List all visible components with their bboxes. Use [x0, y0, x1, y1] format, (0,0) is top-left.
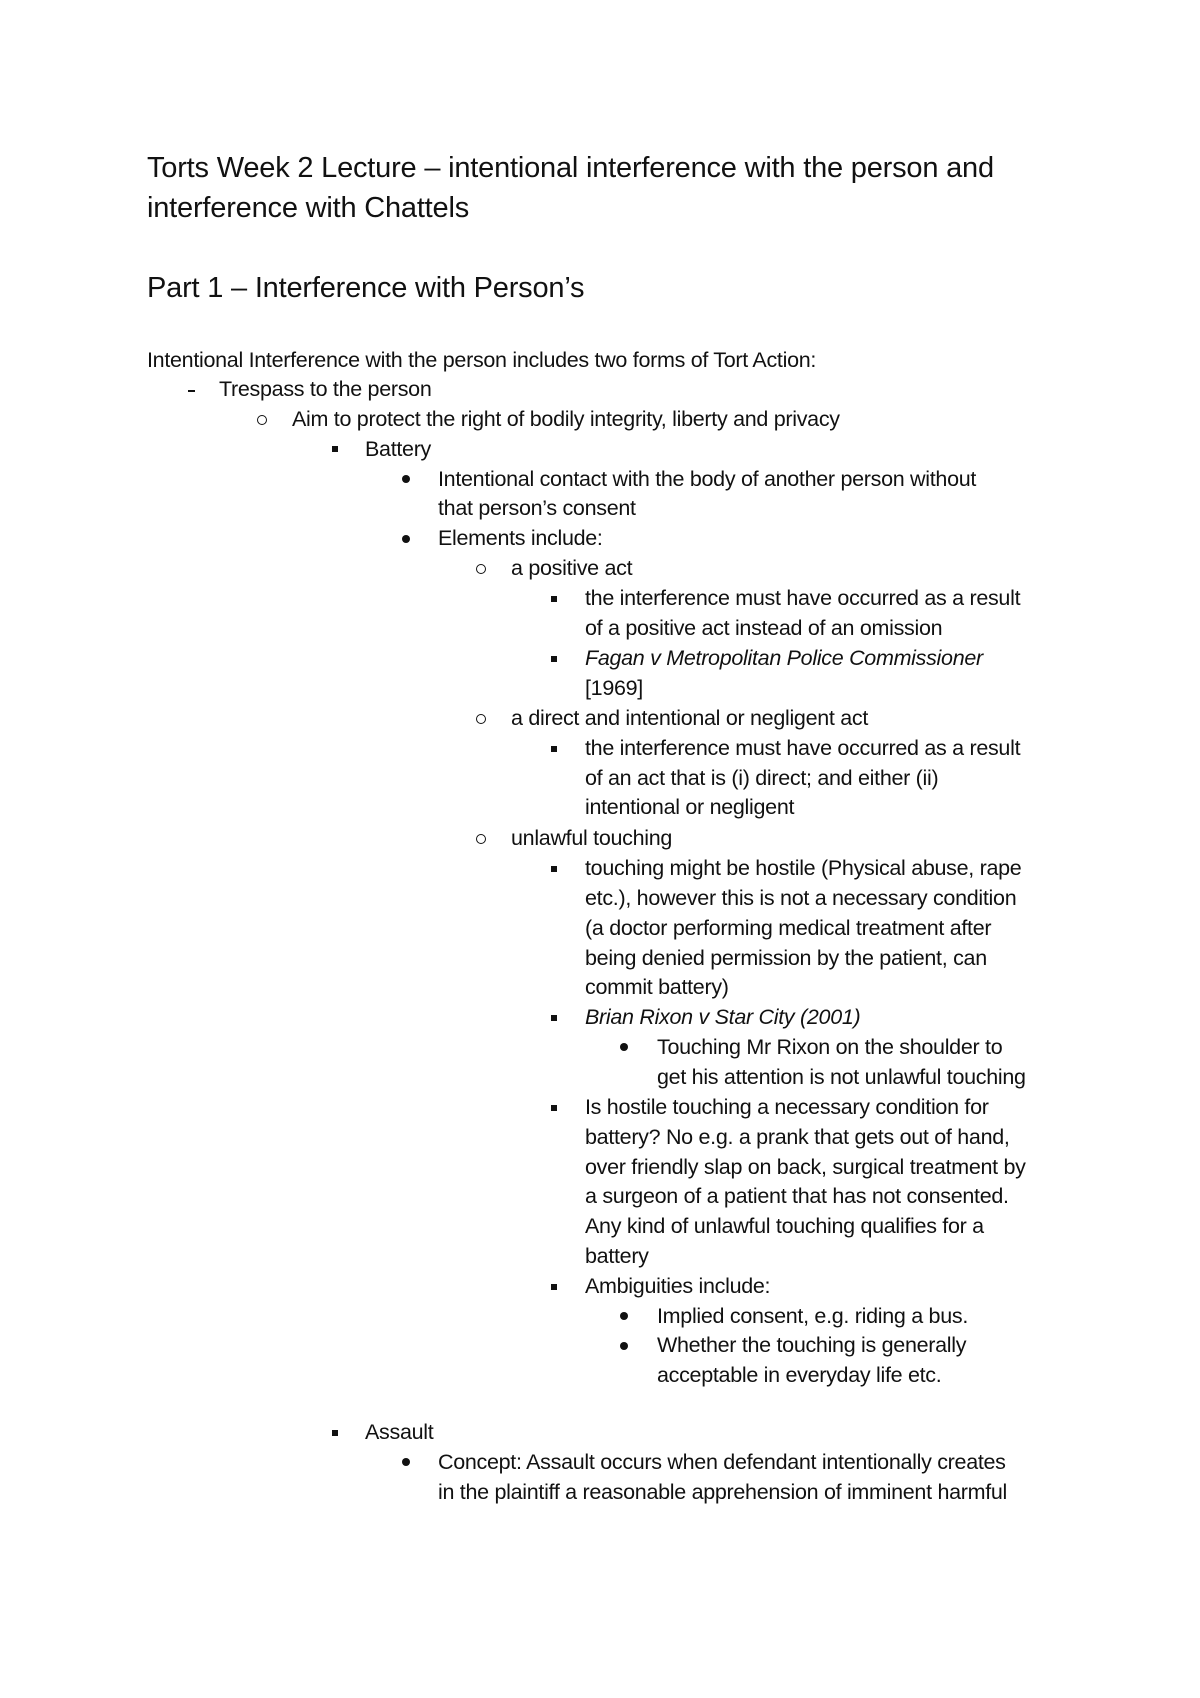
list-item-continuation: commit battery) [585, 975, 729, 999]
list-item: Battery [365, 437, 432, 461]
list-item-continuation: Any kind of unlawful touching qualifies for a [585, 1214, 984, 1238]
list-item: Touching Mr Rixon on the shoulder to [657, 1035, 1003, 1059]
list-item-continuation: of an act that is (i) direct; and either (ii) [585, 766, 939, 790]
list-item: Elements include: [438, 526, 603, 550]
case-citation: Brian Rixon v Star City (2001) [585, 1005, 861, 1029]
list-item-continuation: intentional or negligent [585, 795, 795, 819]
list-item-continuation: in the plaintiff a reasonable apprehension of imminent harmful [438, 1480, 1008, 1504]
square-bullet [551, 1105, 557, 1111]
list-item: the interference must have occurred as a result [585, 586, 1021, 610]
circle-bullet [476, 564, 486, 574]
list-item-continuation: battery? No e.g. a prank that gets out of hand, [585, 1125, 1010, 1149]
intro-line: Intentional Interference with the person includes two forms of Tort Action: [147, 348, 817, 372]
list-item-continuation: acceptable in everyday life etc. [657, 1363, 942, 1387]
part-heading: Part 1 – Interference with Person’s [147, 272, 585, 304]
circle-bullet [257, 415, 267, 425]
list-item: a direct and intentional or negligent act [511, 706, 869, 730]
dot-bullet [620, 1043, 628, 1051]
dot-bullet [620, 1342, 628, 1350]
dot-bullet [620, 1312, 628, 1320]
circle-bullet [476, 714, 486, 724]
square-bullet [551, 1284, 557, 1290]
list-item-continuation: [1969] [585, 676, 643, 700]
dash-bullet [188, 390, 195, 392]
dot-bullet [402, 475, 410, 483]
dot-bullet [402, 535, 410, 543]
dot-bullet [402, 1458, 410, 1466]
square-bullet [332, 446, 338, 452]
document-title: Torts Week 2 Lecture – intentional interference with the person and interference with Chattels [147, 152, 994, 224]
case-citation: Fagan v Metropolitan Police Commissioner [585, 646, 983, 670]
list-item-continuation: get his attention is not unlawful touching [657, 1065, 1026, 1089]
list-item-continuation: that person’s consent [438, 496, 636, 520]
list-item-continuation: over friendly slap on back, surgical treatment by [585, 1155, 1026, 1179]
square-bullet [551, 866, 557, 872]
list-item: Is hostile touching a necessary condition for [585, 1095, 989, 1119]
circle-bullet [476, 834, 486, 844]
list-item: Implied consent, e.g. riding a bus. [657, 1304, 968, 1328]
list-item: Trespass to the person [219, 377, 432, 401]
list-item: Concept: Assault occurs when defendant intentionally creates [438, 1450, 1006, 1474]
list-item-continuation: battery [585, 1244, 649, 1268]
list-item-continuation: etc.), however this is not a necessary condition [585, 886, 1017, 910]
list-item: touching might be hostile (Physical abuse, rape [585, 856, 1022, 880]
square-bullet [332, 1430, 338, 1436]
list-item: a positive act [511, 556, 633, 580]
list-item: the interference must have occurred as a result [585, 736, 1021, 760]
list-item-continuation: being denied permission by the patient, can [585, 946, 987, 970]
list-item-continuation: of a positive act instead of an omission [585, 616, 943, 640]
list-item: Aim to protect the right of bodily integrity, liberty and privacy [292, 407, 840, 431]
square-bullet [551, 746, 557, 752]
list-item-continuation: a surgeon of a patient that has not consented. [585, 1184, 1009, 1208]
square-bullet [551, 1015, 557, 1021]
list-item: Ambiguities include: [585, 1274, 771, 1298]
square-bullet [551, 656, 557, 662]
square-bullet [551, 596, 557, 602]
list-item: Intentional contact with the body of another person without [438, 467, 977, 491]
list-item: unlawful touching [511, 826, 673, 850]
list-item: Assault [365, 1420, 434, 1444]
list-item-continuation: (a doctor performing medical treatment after [585, 916, 992, 940]
list-item: Whether the touching is generally [657, 1333, 967, 1357]
